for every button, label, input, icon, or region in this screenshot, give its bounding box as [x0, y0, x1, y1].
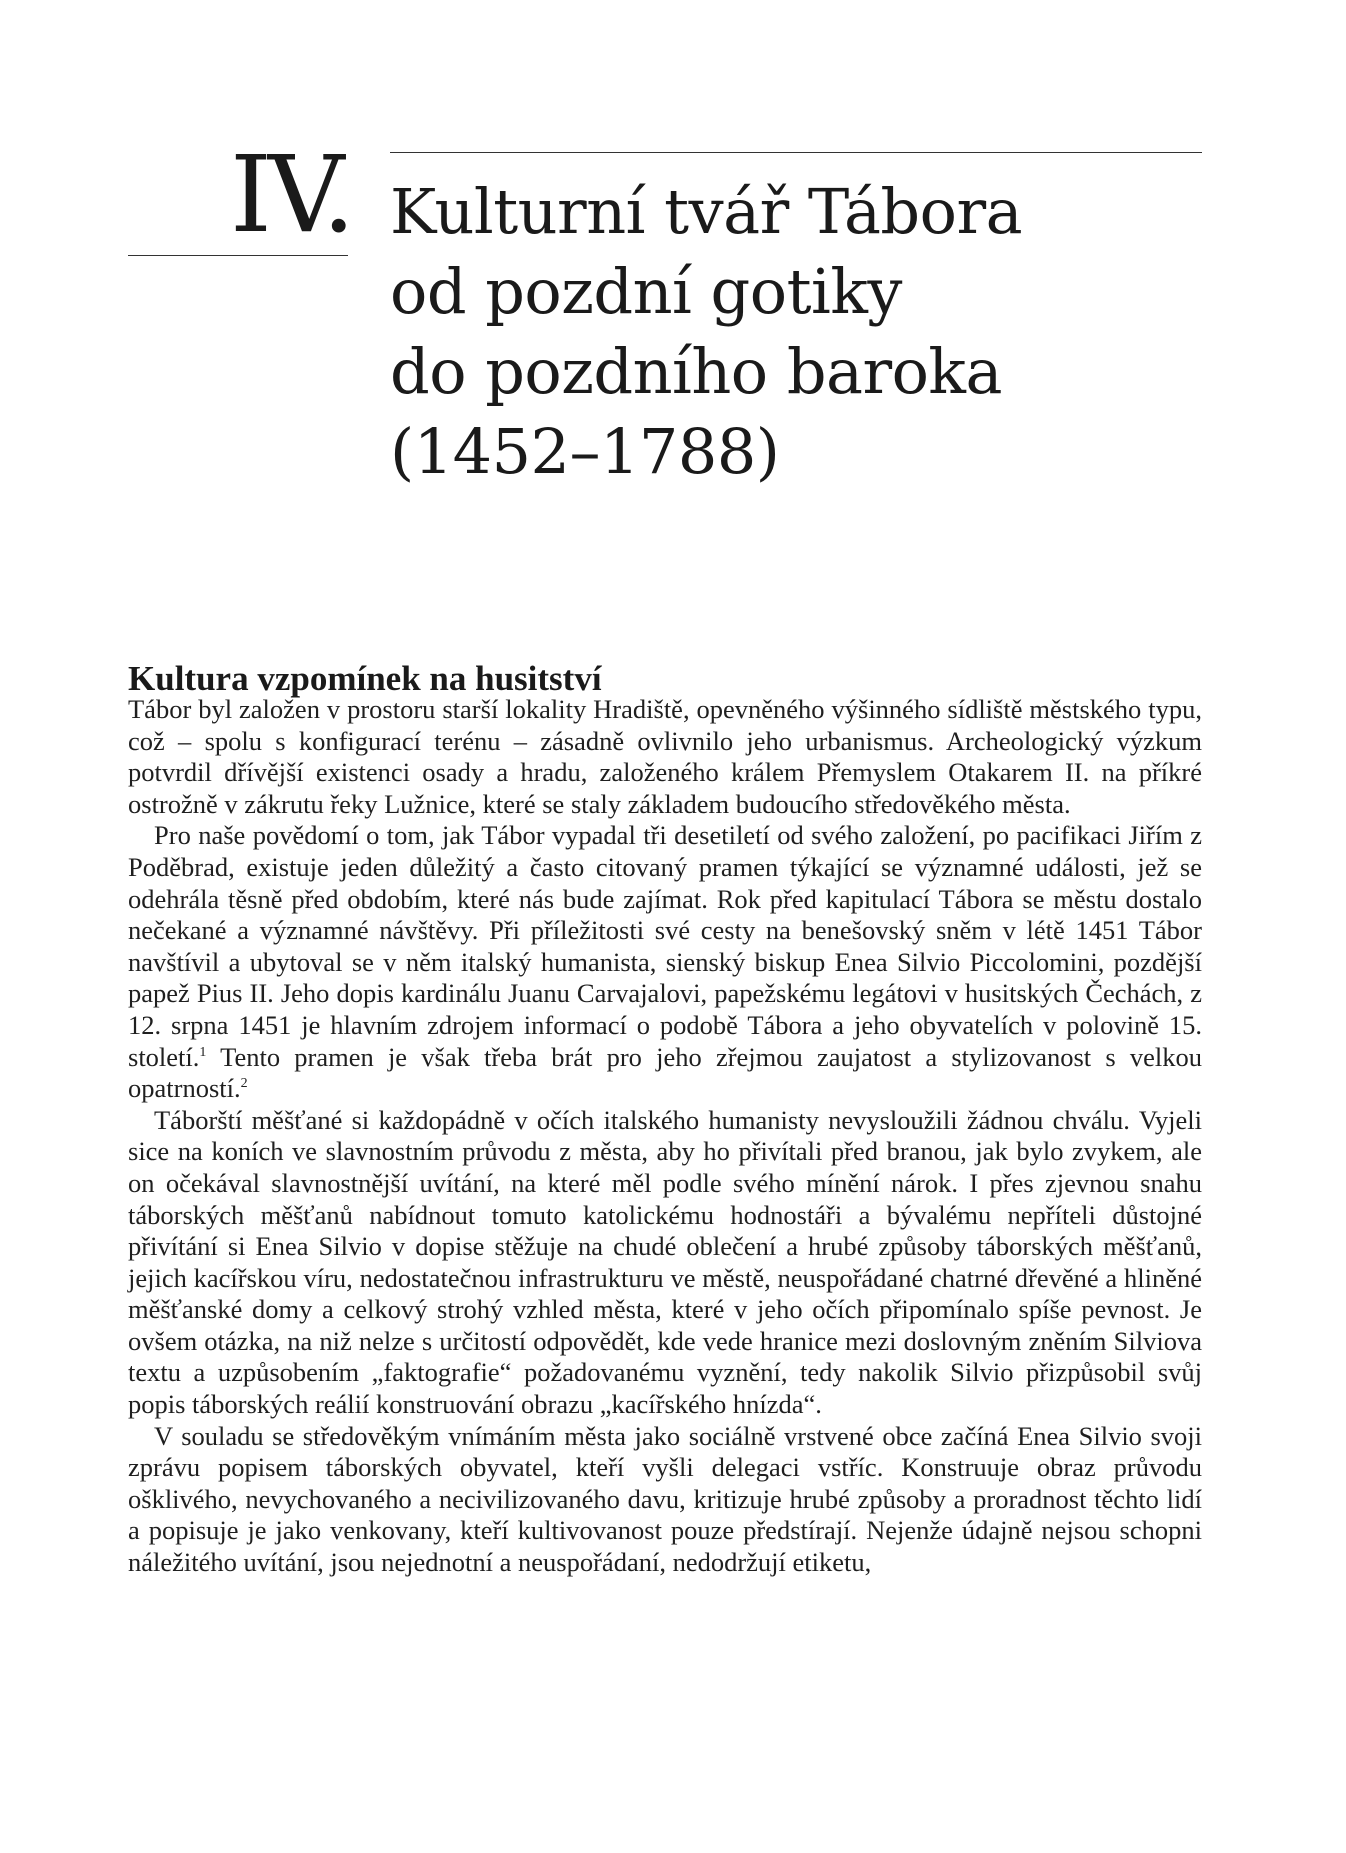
chapter-number: IV.	[230, 133, 352, 256]
paragraph: V souladu se středověkým vnímáním města jako sociálně vrstvené obce začíná Enea Silvio svoji zprávu popisem táborských obyvatel, kteří vyšli delegaci vstříc. Konstruuje obraz průvodu ošklivého, nevychovaného a necivilizovaného davu, kritizuje hrubé způsoby a proradnost těchto lidí a popisuje je jako venkovany, kteří kultivovanost pouze předstírají. Nejenže údajně nejsou schopni náležitého uvítání, jsou nejednotní a neuspořádaní, nedodržují etiketu,	[128, 1420, 1202, 1578]
title-top-rule	[390, 152, 1202, 153]
section-heading: Kultura vzpomínek na husitství	[128, 659, 602, 699]
chapter-title-line: do pozdního baroka	[390, 335, 1002, 408]
paragraph: Táborští měšťané si každopádně v očích italského humanisty nevysloužili žádnou chválu. Vyjeli sice na koních ve slavnostním průvodu z města, aby ho přivítali před branou, jak bylo zvykem, ale on očekával slavnostnější uvítání, na které měl podle svého mínění nárok. I přes zjevnou snahu táborských měšťanů nabídnout tomuto katolickému hodnostáři a bývalému nepříteli důstojné přivítání si Enea Silvio v dopise stěžuje na chudé oblečení a hrubé způsoby táborských měšťanů, jejich kacířskou víru, nedostatečnou infrastrukturu ve městě, neuspořádané chatrné dřevěné a hliněné měšťanské domy a celkový strohý vzhled města, které v jeho očích připomínalo spíše pevnost. Je ovšem otázka, na niž nelze s určitostí odpovědět, kde vede hranice mezi doslovným zněním Silviova textu a uzpůsobením „faktografie“ požadovanému vyznění, tedy nakolik Silvio přizpůsobil svůj popis táborských reálií konstruování obrazu „kacířského hnízda“.	[128, 1104, 1202, 1420]
paragraph-text: Pro naše povědomí o tom, jak Tábor vypadal tři desetiletí od svého založení, po pacifikaci Jiřím z Poděbrad, existuje jeden důležitý a často citovaný pramen týkající se významné události, jež se odehrála těsně před obdobím, které nás bude zajímat. Rok před kapitulací Tábora se městu dostalo nečekané a významné návštěvy. Při příležitosti své cesty na benešovský sněm v létě 1451 Tábor navštívil a ubytoval se v něm italský humanista, sienský biskup Enea Silvio Piccolomini, pozdější papež Pius II. Jeho dopis kardinálu Juanu Carvajalovi, papežskému legátovi v husitských Čechách, z 12. srpna 1451 je hlavním zdrojem informací o podobě Tábora a jeho obyvatelích v polovině 15. století.	[128, 820, 1202, 1072]
chapter-title-line: od pozdní gotiky	[390, 255, 902, 328]
body-text	[128, 694, 1202, 1579]
chapter-title-line: Kulturní tvář Tábora	[390, 175, 1023, 248]
chapter-title	[390, 172, 1210, 492]
chapter-title-line: (1452–1788)	[390, 415, 780, 488]
footnote-marker: 2	[240, 1076, 248, 1092]
footnote-marker: 1	[199, 1044, 207, 1060]
paragraph-text: Tento pramen je však třeba brát pro jeho zřejmou zaujatost a stylizovanost s velkou opatrností.	[128, 1041, 1202, 1104]
paragraph: Tábor byl založen v prostoru starší lokality Hradiště, opevněného výšinného sídliště městského typu, což – spolu s konfigurací terénu – zásadně ovlivnilo jeho urbanismus. Archeologický výzkum potvrdil dřívější existenci osady a hradu, založeného králem Přemyslem Otakarem II. na příkré ostrožně v zákrutu řeky Lužnice, které se staly základem budoucího středověkého města.	[128, 694, 1202, 819]
paragraph	[128, 820, 1202, 1104]
